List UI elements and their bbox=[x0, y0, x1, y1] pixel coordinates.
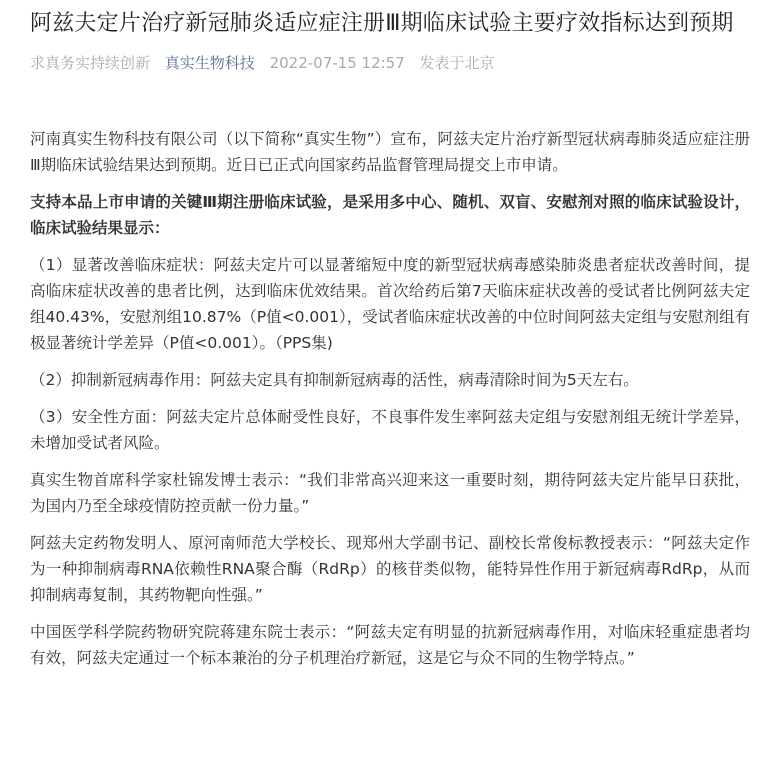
paragraph-result-3: （3）安全性方面：阿兹夫定片总体耐受性良好，不良事件发生率阿兹夫定组与安慰剂组无统计学差异，未增加受试者风险。 bbox=[30, 408, 750, 452]
paragraph-quote-chang: 阿兹夫定药物发明人、原河南师范大学校长、现郑州大学副书记、副校长常俊标教授表示：“阿兹夫定作为一种抑制病毒RNA依赖性RNA聚合酶（RdRp）的核苷类似物，能特异性作用于新冠病毒RdRp，从而抑制病毒复制，其药物靶向性强。” bbox=[30, 534, 750, 604]
paragraph-quote-jiang: 中国医学科学院药物研究院蒋建东院士表示：“阿兹夫定有明显的抗新冠病毒作用，对临床轻重症患者均有效，阿兹夫定通过一个标本兼治的分子机理治疗新冠，这是它与众不同的生物学特点。” bbox=[30, 623, 750, 667]
article-title: 阿兹夫定片治疗新冠肺炎适应症注册Ⅲ期临床试验主要疗效指标达到预期 bbox=[30, 11, 734, 36]
meta-source-link[interactable]: 真实生物科技 bbox=[164, 54, 255, 72]
article-body bbox=[30, 126, 750, 671]
meta-datetime: 2022-07-15 12:57 bbox=[269, 54, 405, 72]
paragraph-quote-du: 真实生物首席科学家杜锦发博士表示：“我们非常高兴迎来这一重要时刻，期待阿兹夫定片能早日获批，为国内乃至全球疫情防控贡献一份力量。” bbox=[30, 471, 750, 515]
meta-location: 发表于北京 bbox=[419, 54, 495, 72]
paragraph-result-2: （2）抑制新冠病毒作用：阿兹夫定具有抑制新冠病毒的活性，病毒清除时间为5天左右。 bbox=[30, 371, 639, 389]
article-meta bbox=[30, 53, 750, 73]
paragraph-intro: 河南真实生物科技有限公司（以下简称“真实生物”）宣布，阿兹夫定片治疗新型冠状病毒肺炎适应症注册Ⅲ期临床试验结果达到预期。近日已正式向国家药品监督管理局提交上市申请。 bbox=[30, 130, 750, 174]
meta-author: 求真务实持续创新 bbox=[30, 54, 151, 72]
paragraph-result-1: （1）显著改善临床症状：阿兹夫定片可以显著缩短中度的新型冠状病毒感染肺炎患者症状改善时间，提高临床症状改善的患者比例，达到临床优效结果。首次给药后第7天临床症状改善的受试者比例阿兹夫定组40.43%，安慰剂组10.87%（P值<0.001），受试者临床症状改善的中位时间阿兹夫定组与安慰剂组有极显著统计学差异（P值<0.001）。（PPS集) bbox=[30, 256, 750, 352]
paragraph-trial-design: 支持本品上市申请的关键Ⅲ期注册临床试验，是采用多中心、随机、双盲、安慰剂对照的临床试验设计，临床试验结果显示： bbox=[30, 193, 750, 237]
